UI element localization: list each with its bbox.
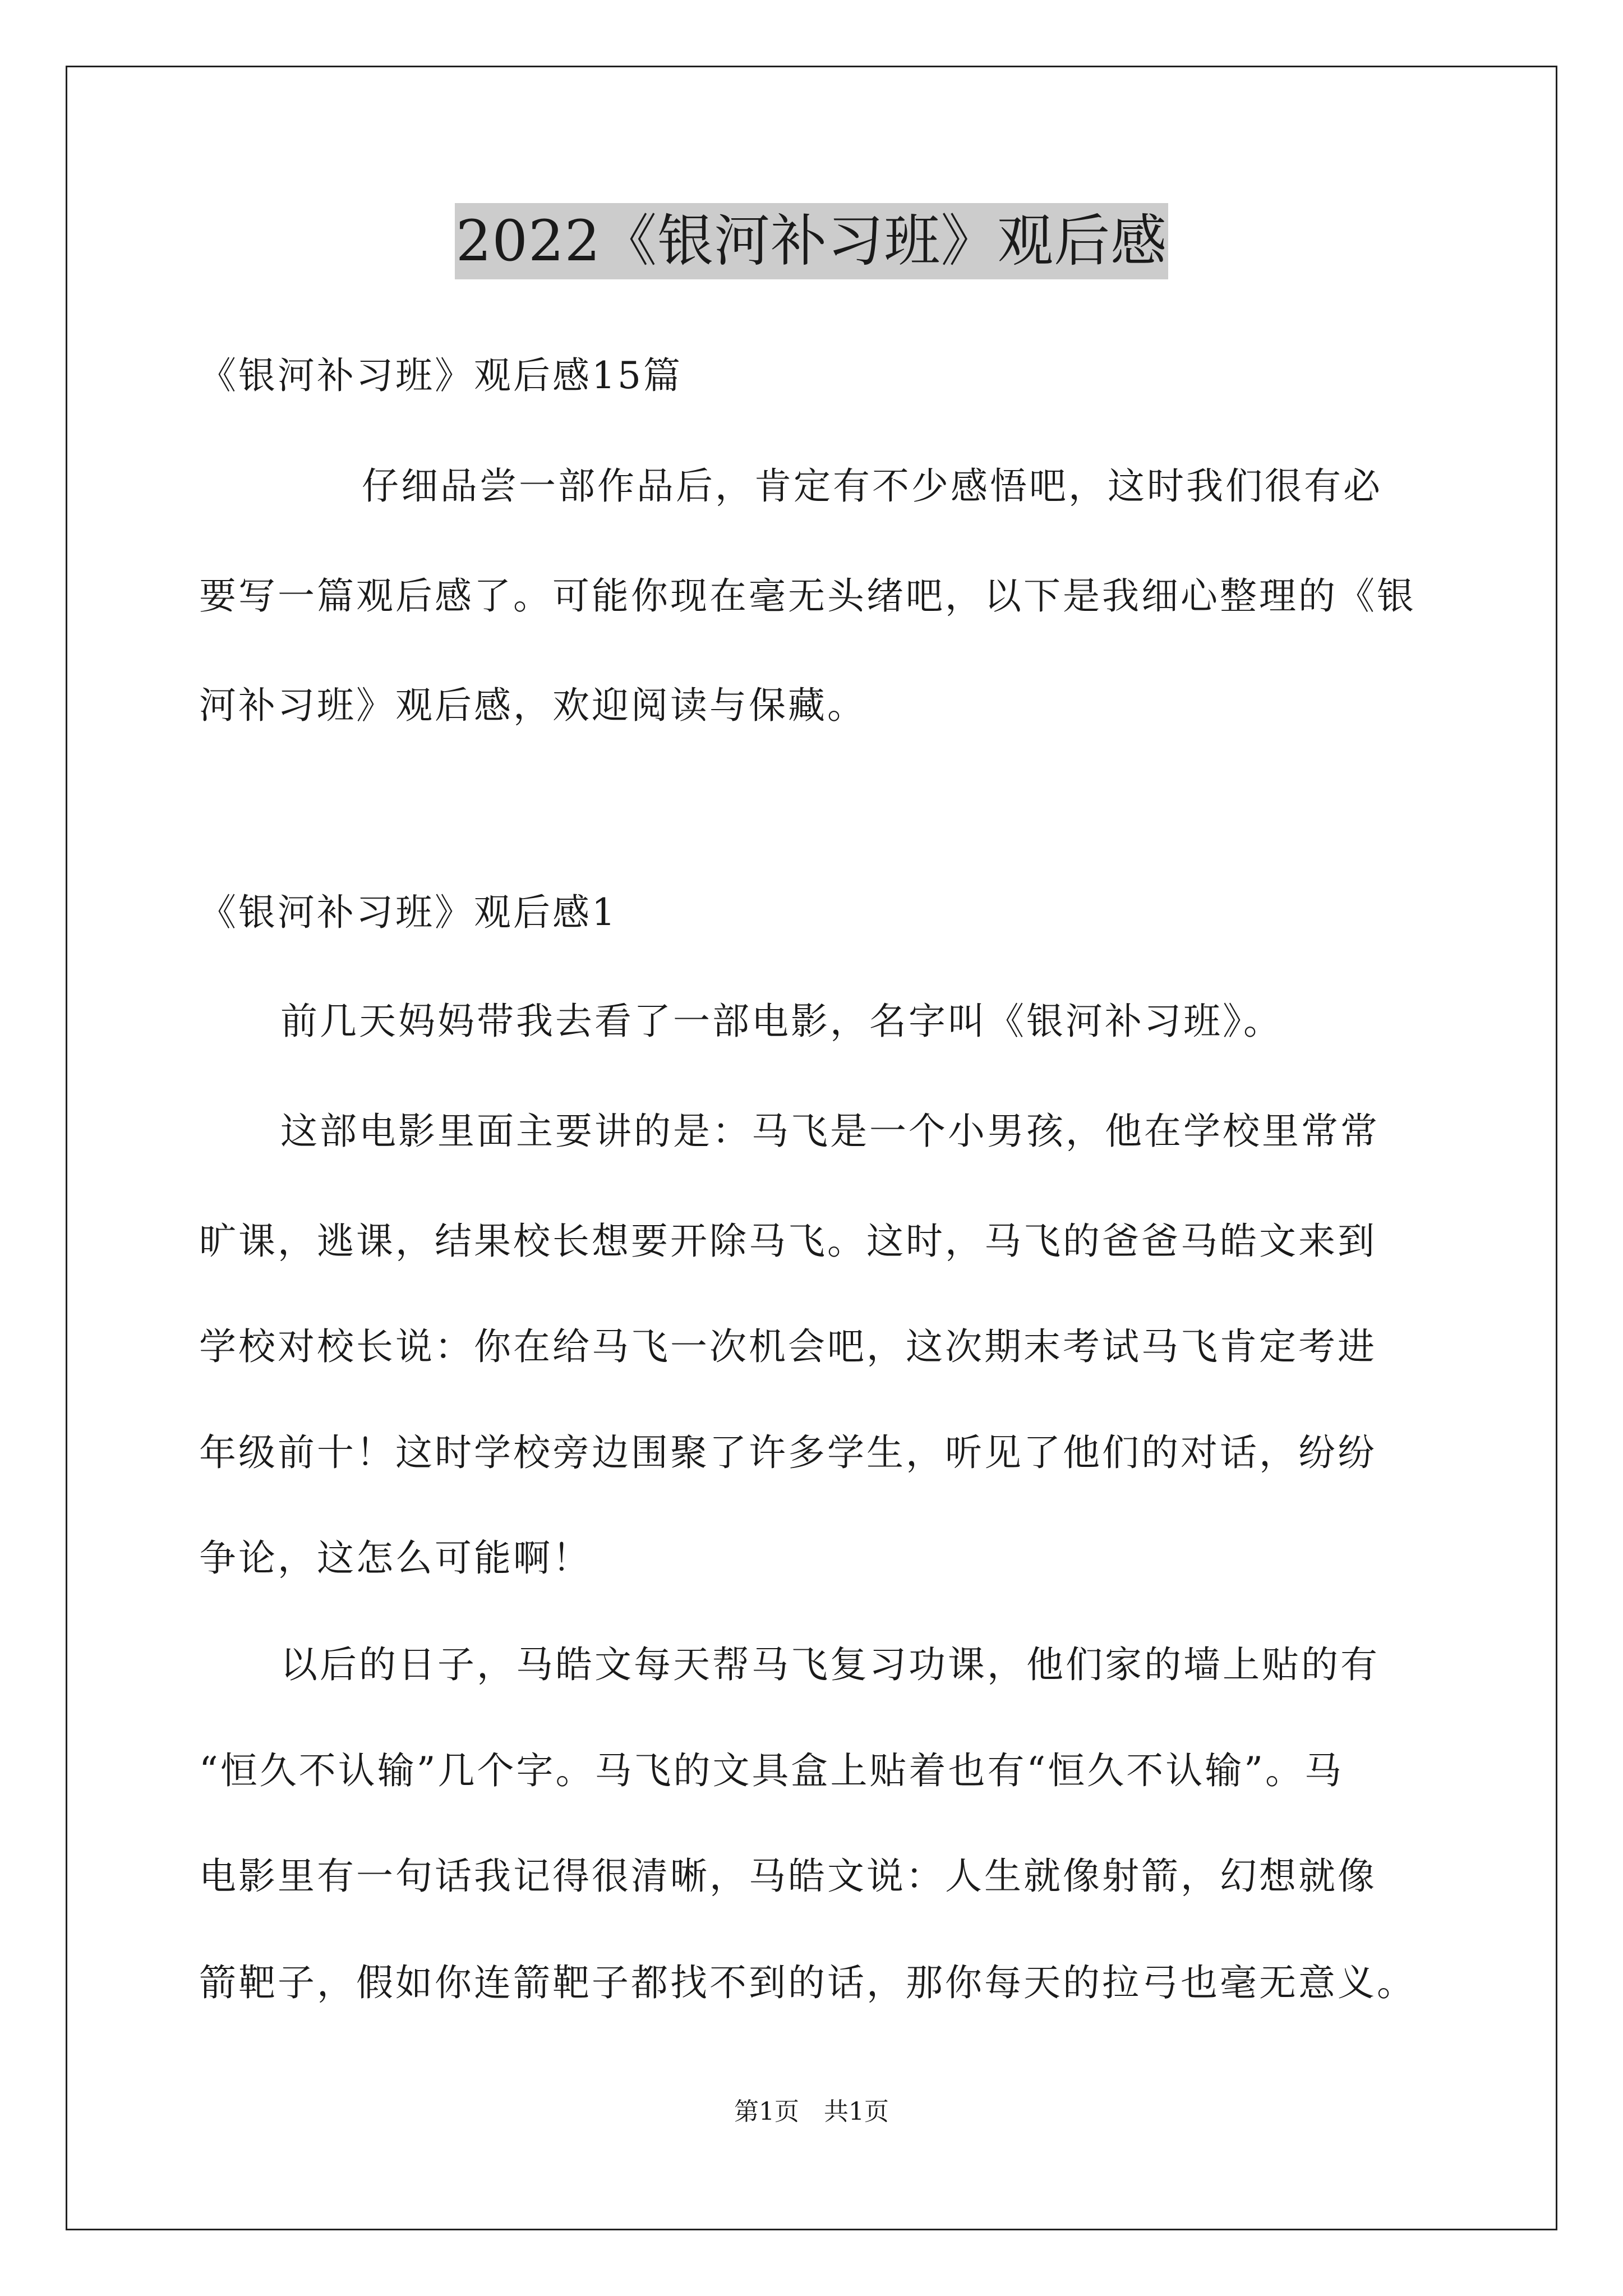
paragraph-line: 学校对校长说：你在给马飞一次机会吧，这次期末考试马飞肯定考进 — [199, 1325, 1377, 1368]
paragraph-line: 这部电影里面主要讲的是：马飞是一个小男孩，他在学校里常常 — [280, 1110, 1380, 1153]
paragraph-line: 前几天妈妈带我去看了一部电影，名字叫《银河补习班》。 — [280, 1000, 1283, 1043]
page-footer: 第1页 共1页 — [734, 2097, 889, 2126]
paragraph-line: 旷课，逃课，结果校长想要开除马飞。这时，马飞的爸爸马皓文来到 — [199, 1220, 1377, 1263]
paragraph-line: 年级前十！这时学校旁边围聚了许多学生，听见了他们的对话，纷纷 — [199, 1431, 1377, 1474]
document-title: 2022《银河补习班》观后感 — [455, 203, 1169, 279]
paragraph-line: 争论，这怎么可能啊！ — [199, 1536, 592, 1580]
intro-line-2: 要写一篇观后感了。可能你现在毫无头绪吧，以下是我细心整理的《银 — [199, 574, 1416, 618]
section-heading: 《银河补习班》观后感1 — [199, 891, 617, 934]
paragraph-line: 箭靶子，假如你连箭靶子都找不到的话，那你每天的拉弓也毫无意义。 — [199, 1961, 1416, 2004]
paragraph-line: “恒久不认输”几个字。马飞的文具盒上贴着也有“恒久不认输”。马 — [199, 1749, 1344, 1792]
intro-line-1: 仔细品尝一部作品后，肯定有不少感悟吧，这时我们很有必 — [362, 464, 1382, 508]
paragraph-line: 电影里有一句话我记得很清晰，马皓文说：人生就像射箭，幻想就像 — [199, 1855, 1377, 1898]
title-container — [0, 203, 1623, 279]
document-subtitle: 《银河补习班》观后感15篇 — [199, 354, 683, 397]
intro-line-3: 河补习班》观后感，欢迎阅读与保藏。 — [199, 684, 866, 727]
paragraph-line: 以后的日子，马皓文每天帮马飞复习功课，他们家的墙上贴的有 — [280, 1643, 1380, 1686]
